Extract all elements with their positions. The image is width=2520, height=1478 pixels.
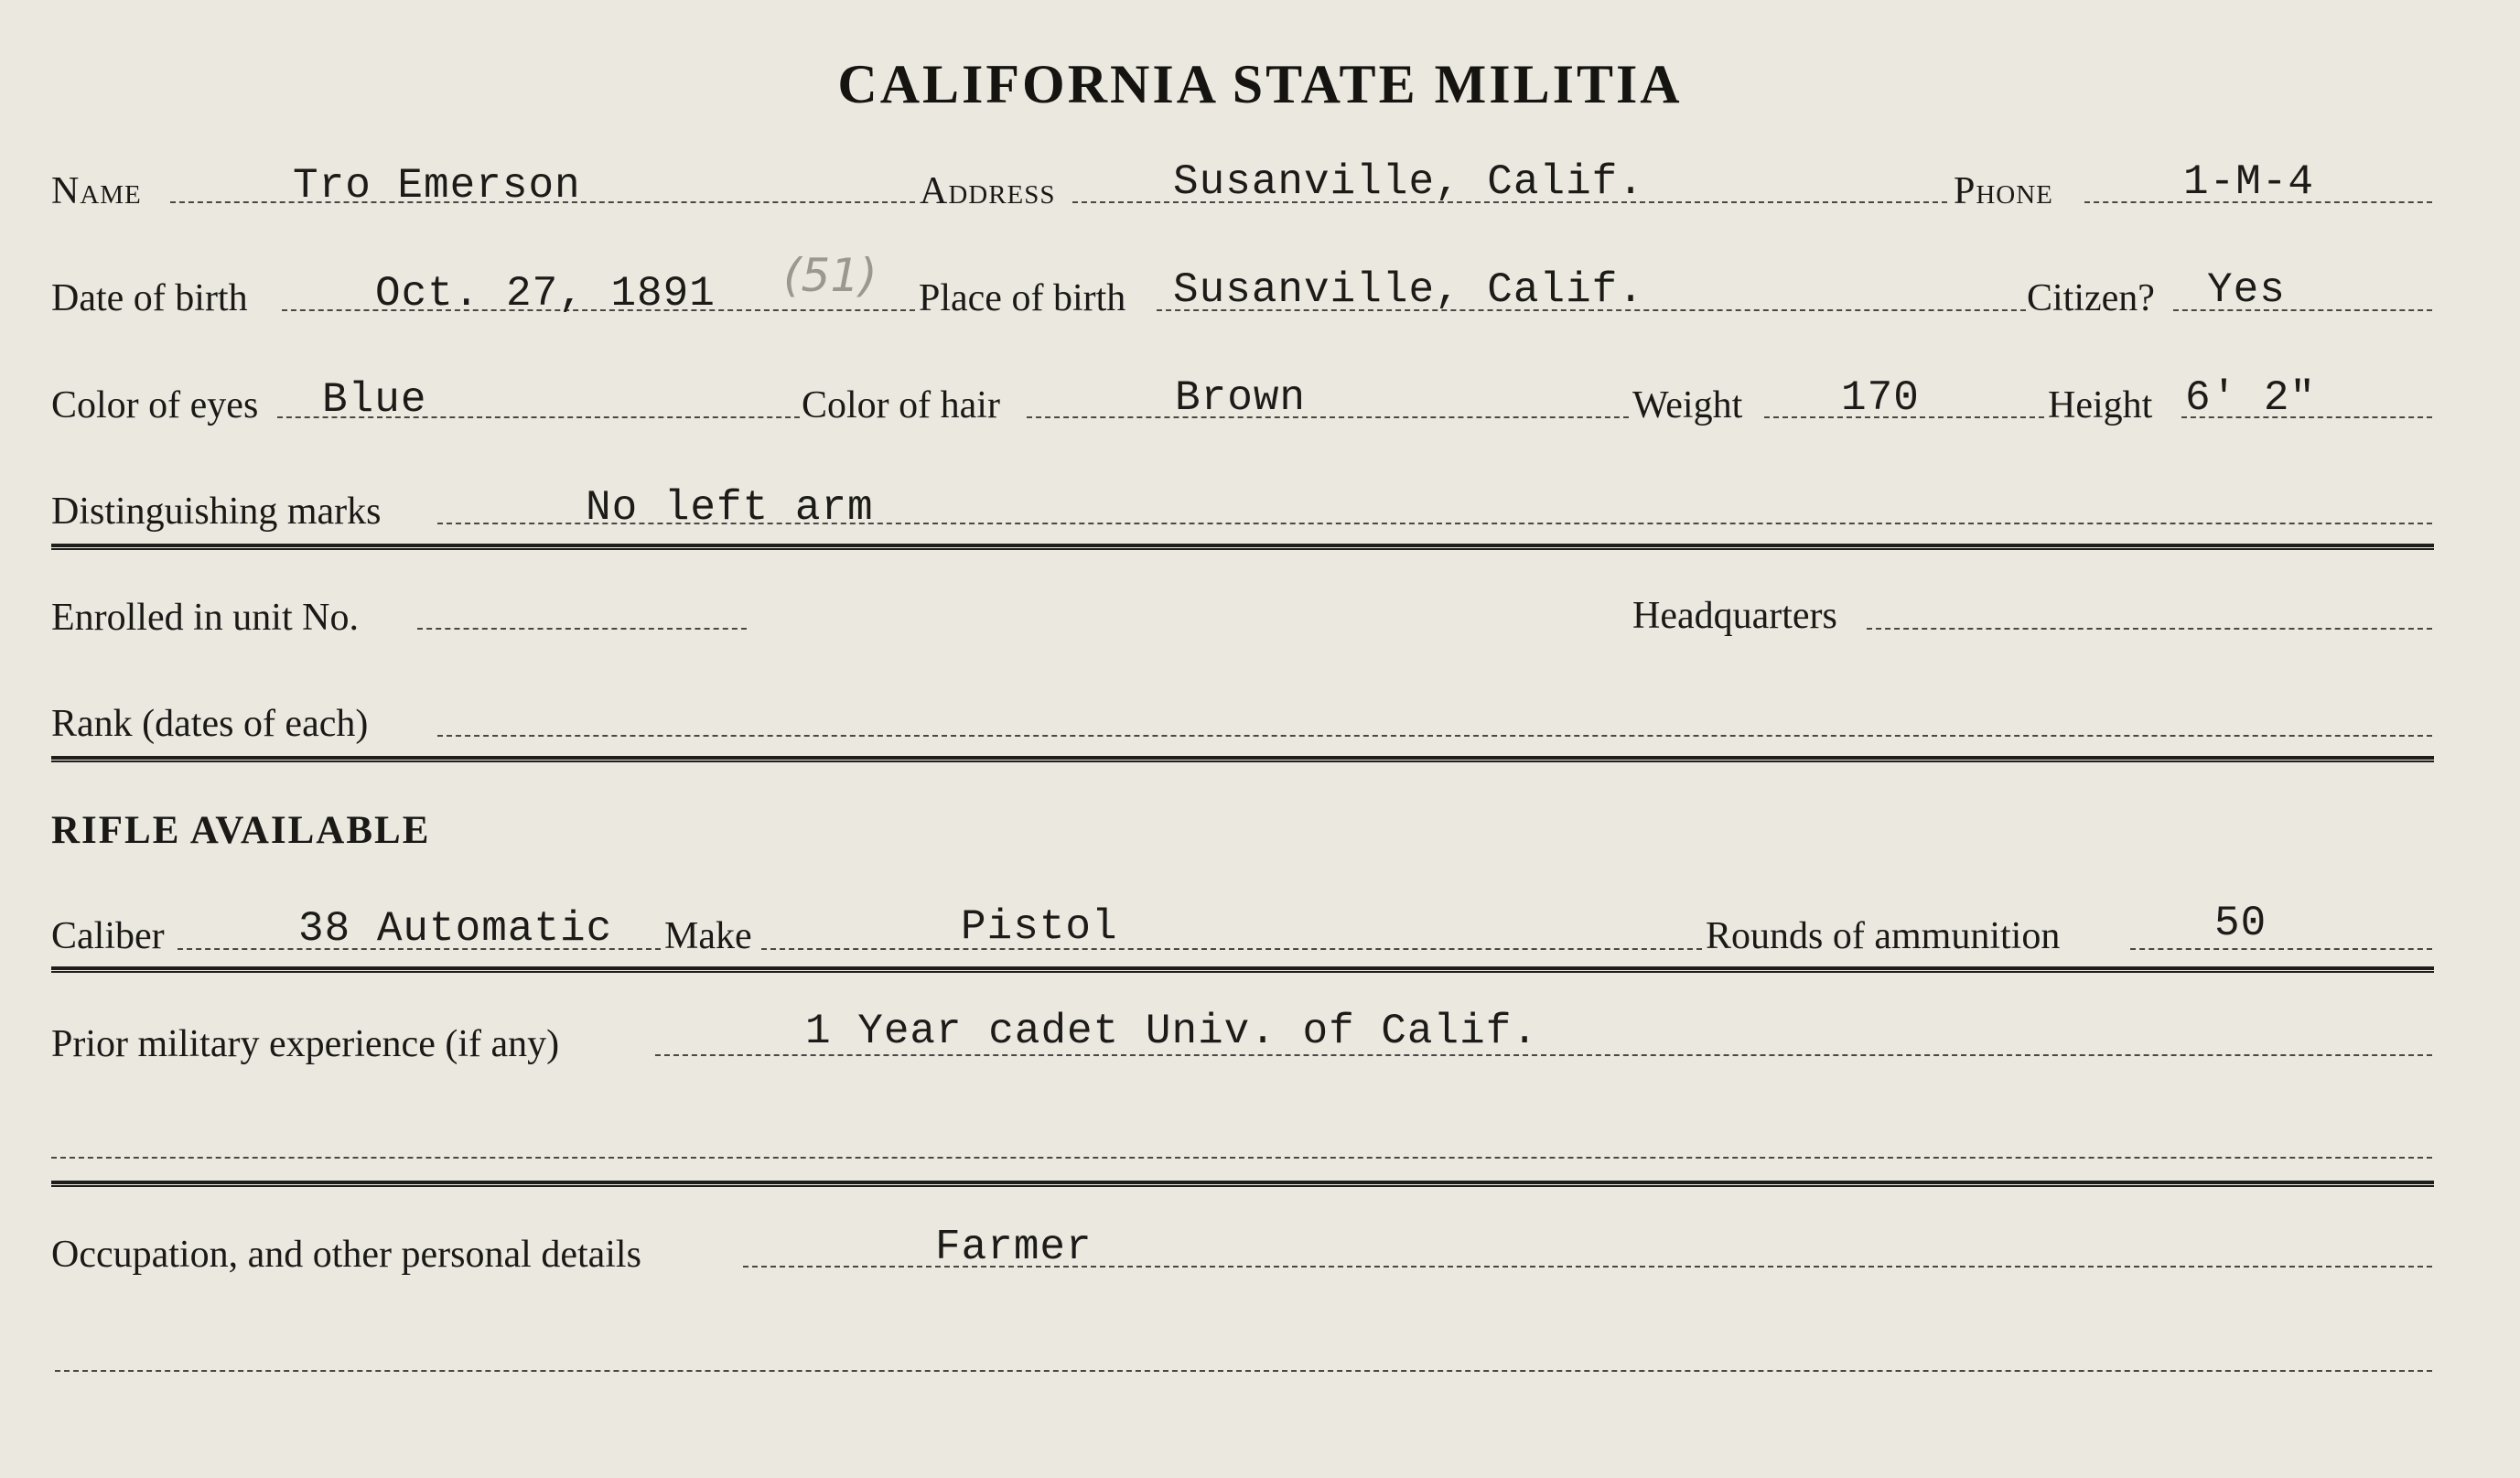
prior-military-value: 1 Year cadet Univ. of Calif. (805, 1008, 1538, 1055)
color-of-hair-label: Color of hair (802, 384, 1000, 426)
headquarters-line (1867, 628, 2432, 630)
name-value: Tro Emerson (293, 162, 581, 210)
weight-value: 170 (1841, 374, 1920, 422)
make-value: Pistol (961, 903, 1118, 951)
section-divider (51, 544, 2434, 550)
citizen-label: Citizen? (2027, 277, 2155, 319)
headquarters-label: Headquarters (1632, 595, 1837, 637)
address-value: Susanville, Calif. (1173, 158, 1644, 206)
section-divider (51, 1181, 2434, 1187)
rounds-label: Rounds of ammunition (1706, 915, 2061, 957)
name-label: Name (51, 170, 142, 212)
weight-label: Weight (1632, 384, 1743, 426)
color-of-eyes-value: Blue (322, 376, 427, 424)
occupation-line-2 (55, 1370, 2432, 1372)
section-divider (51, 756, 2434, 762)
distinguishing-marks-label: Distinguishing marks (51, 491, 382, 533)
place-of-birth-value: Susanville, Calif. (1173, 266, 1644, 314)
height-label: Height (2048, 384, 2153, 426)
date-of-birth-value: Oct. 27, 1891 (375, 270, 716, 318)
citizen-value: Yes (2207, 266, 2286, 314)
caliber-label: Caliber (51, 915, 165, 957)
make-label: Make (664, 915, 752, 957)
age-note: (51) (783, 249, 878, 302)
rank-line (437, 735, 2432, 737)
rank-label: Rank (dates of each) (51, 703, 369, 745)
prior-military-line-2 (51, 1157, 2432, 1159)
color-of-hair-value: Brown (1175, 374, 1307, 422)
section-divider (51, 966, 2434, 973)
caliber-value: 38 Automatic (298, 905, 613, 953)
phone-value: 1-M-4 (2183, 158, 2315, 206)
enrolled-in-unit-label: Enrolled in unit No. (51, 597, 359, 639)
rounds-value: 50 (2214, 900, 2267, 947)
prior-military-label: Prior military experience (if any) (51, 1023, 560, 1065)
date-of-birth-label: Date of birth (51, 277, 248, 319)
enrolled-in-unit-line (417, 628, 747, 630)
rounds-line (2130, 948, 2432, 950)
place-of-birth-label: Place of birth (919, 277, 1126, 319)
height-value: 6' 2" (2185, 374, 2317, 422)
make-line (761, 948, 1702, 950)
color-of-hair-line (1027, 416, 1629, 418)
rifle-available-heading: RIFLE AVAILABLE (51, 809, 431, 852)
phone-label: Phone (1954, 170, 2053, 212)
distinguishing-marks-value: No left arm (586, 484, 874, 532)
form-title: CALIFORNIA STATE MILITIA (837, 54, 1683, 114)
color-of-eyes-label: Color of eyes (51, 384, 259, 426)
occupation-label: Occupation, and other personal details (51, 1234, 641, 1276)
occupation-value: Farmer (935, 1224, 1093, 1271)
address-label: Address (920, 170, 1056, 212)
